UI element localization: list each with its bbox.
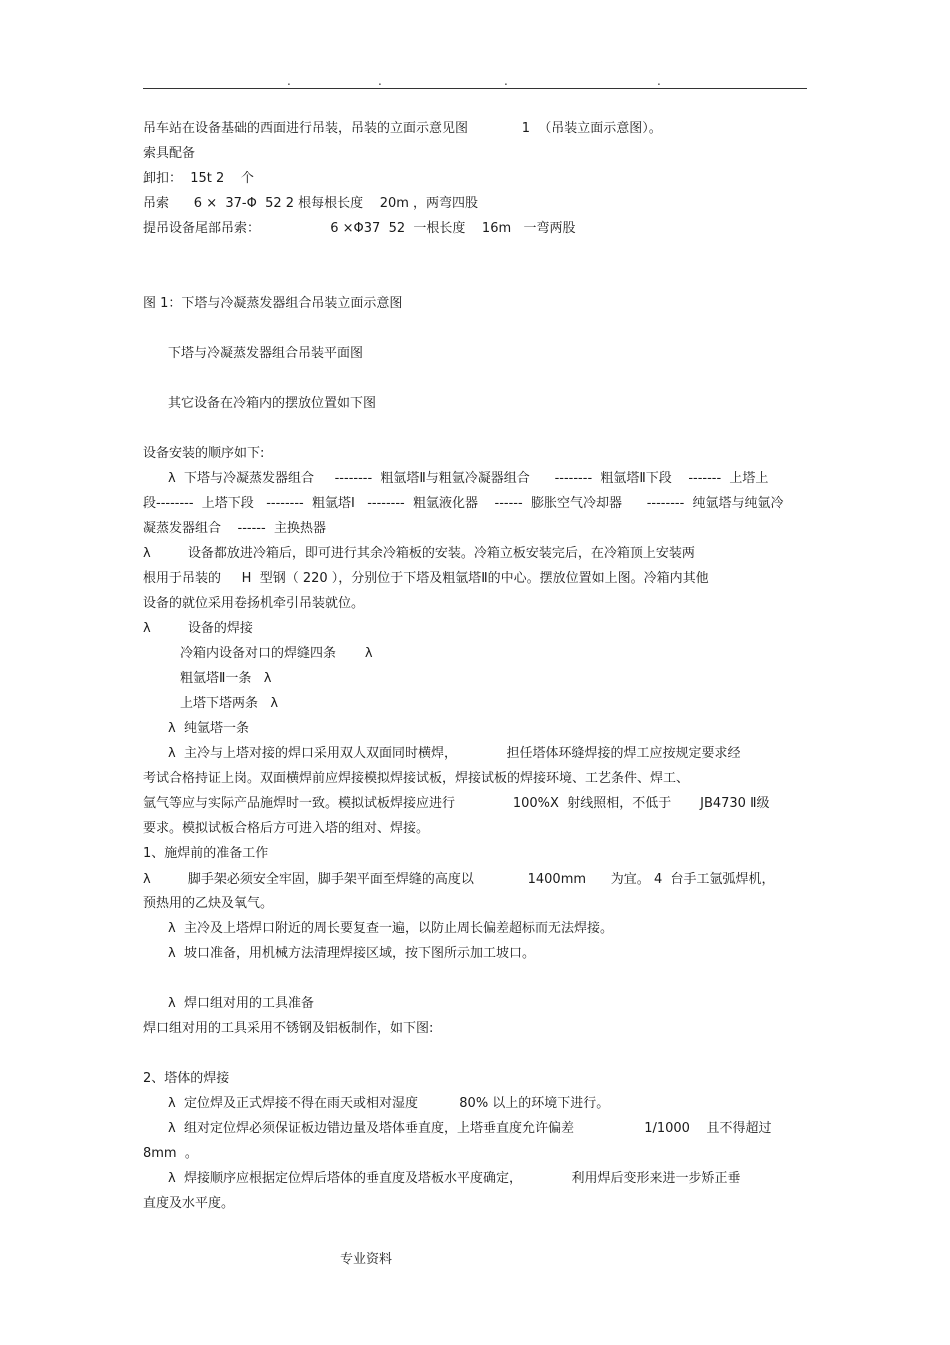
text-line: 考试合格持证上岗。双面横焊前应焊接模拟焊接试板，焊接试板的焊接环境、工艺条件、焊工、 xyxy=(143,771,690,786)
bullet-item: λ 组对定位焊必须保证板边错边量及塔体垂直度，上塔垂直度允许偏差 1/1000 且不得超过 xyxy=(168,1121,772,1136)
text-line: 冷箱内设备对口的焊缝四条 λ xyxy=(180,646,373,661)
text-line: 根用于吊装的 H 型钢（ 220 ），分别位于下塔及粗氩塔Ⅱ的中心。摆放位置如上图。冷箱内其他 xyxy=(143,571,709,586)
bullet-item: λ 设备的焊接 xyxy=(143,621,253,636)
text-line: 焊口组对用的工具采用不锈钢及铝板制作，如下图: xyxy=(143,1021,434,1036)
text-line: 上塔下塔两条 λ xyxy=(180,696,279,711)
text-line: 要求。模拟试板合格后方可进入塔的组对、焊接。 xyxy=(143,821,430,836)
section-heading: 2、塔体的焊接 xyxy=(143,1071,230,1086)
text-line: 粗氩塔Ⅱ一条 λ xyxy=(180,671,272,686)
header-dot-2: . xyxy=(378,74,382,88)
text-line: 吊车站在设备基础的西面进行吊装，吊装的立面示意见图 1 （吊装立面示意图）。 xyxy=(143,121,662,136)
text-line: 卸扣： 15t 2 个 xyxy=(143,171,254,186)
page-footer: 专业资料 xyxy=(340,1252,393,1267)
bullet-item: λ 焊口组对用的工具准备 xyxy=(168,996,314,1011)
header-dot-4: . xyxy=(657,74,661,88)
bullet-item: λ 主冷与上塔对接的焊口采用双人双面同时横焊， 担任塔体环缝焊接的焊工应按规定要求经 xyxy=(168,746,741,761)
text-line: 设备的就位采用卷扬机牵引吊装就位。 xyxy=(143,596,365,611)
header-dot-3: . xyxy=(504,74,508,88)
header-dot-1: . xyxy=(287,74,291,88)
text-line: 吊索 6 × 37-Φ 52 2 根每根长度 20m ，两弯四股 xyxy=(143,196,479,211)
section-heading: 1、施焊前的准备工作 xyxy=(143,846,269,861)
text-line: 索具配备 xyxy=(143,146,196,161)
text-line: 氩气等应与实际产品施焊时一致。模拟试板焊接应进行 100%X 射线照相，不低于 JB4730 Ⅱ级 xyxy=(143,796,770,811)
figure-caption: 其它设备在冷箱内的摆放位置如下图 xyxy=(168,396,377,411)
text-line: 段-------- 上塔下段 -------- 粗氩塔Ⅰ -------- 粗氩液化器 ------ 膨胀空气冷却器 -------- 纯氩塔与纯氩冷 xyxy=(143,496,784,511)
text-line: 预热用的乙炔及氧气。 xyxy=(143,896,274,911)
bullet-item: λ 下塔与冷凝蒸发器组合 -------- 粗氩塔Ⅱ与粗氩冷凝器组合 -------- 粗氩塔Ⅱ下段 ------- 上塔上 xyxy=(168,471,769,486)
figure-caption: 下塔与冷凝蒸发器组合吊装平面图 xyxy=(168,346,364,361)
bullet-item: λ 设备都放进冷箱后，即可进行其余冷箱板的安装。冷箱立板安装完后，在冷箱顶上安装两 xyxy=(143,546,695,561)
text-line: 直度及水平度。 xyxy=(143,1196,235,1211)
bullet-item: λ 定位焊及正式焊接不得在雨天或相对湿度 80% 以上的环境下进行。 xyxy=(168,1096,610,1111)
bullet-item: λ 纯氩塔一条 xyxy=(168,721,249,736)
bullet-item: λ 脚手架必须安全牢固，脚手架平面至焊缝的高度以 1400mm 为宜。 4 台手工氩弧焊机， xyxy=(143,872,775,887)
text-line: 8mm 。 xyxy=(143,1146,198,1161)
section-heading: 设备安装的顺序如下: xyxy=(143,446,265,461)
bullet-item: λ 坡口准备，用机械方法清理焊接区域，按下图所示加工坡口。 xyxy=(168,946,535,961)
header-rule xyxy=(143,88,807,89)
text-line: 凝蒸发器组合 ------ 主换热器 xyxy=(143,521,326,536)
bullet-item: λ 焊接顺序应根据定位焊后塔体的垂直度及塔板水平度确定， 利用焊后变形来进一步矫正垂 xyxy=(168,1171,741,1186)
figure-caption: 图 1：下塔与冷凝蒸发器组合吊装立面示意图 xyxy=(143,296,403,311)
bullet-item: λ 主冷及上塔焊口附近的周长要复查一遍，以防止周长偏差超标而无法焊接。 xyxy=(168,921,613,936)
text-line: 提吊设备尾部吊索： 6 ×Φ37 52 一根长度 16m 一弯两股 xyxy=(143,221,576,236)
